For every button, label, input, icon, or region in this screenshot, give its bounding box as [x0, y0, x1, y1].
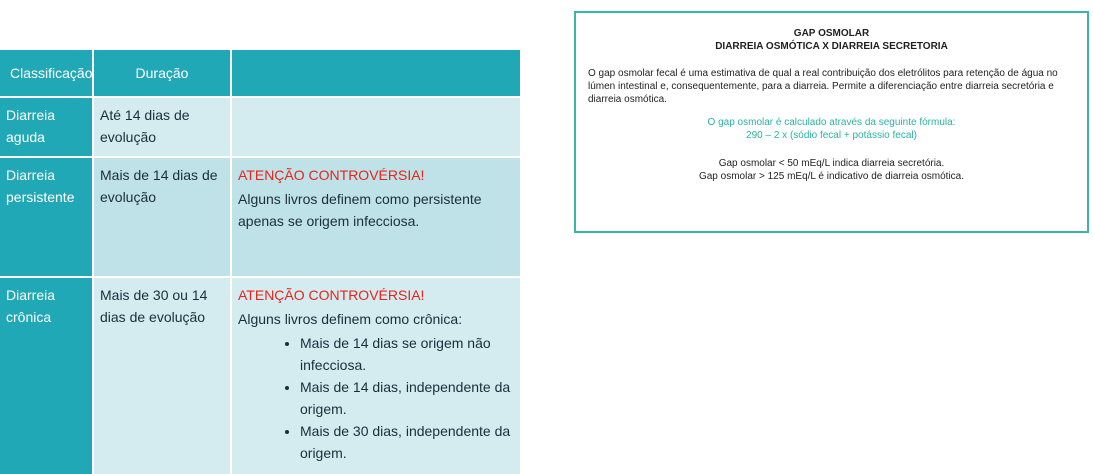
header-notes [232, 50, 520, 96]
notes-list [238, 332, 514, 464]
classification-cell [0, 98, 92, 156]
classification-label: Diarreia crônica [6, 287, 56, 325]
table-row [0, 158, 520, 276]
table-row [0, 278, 520, 474]
list-item: • Mais de 30 dias, independente da origem. [300, 420, 514, 464]
notes-text: Alguns livros definem como persistente apenas se origem infecciosa. [238, 191, 482, 229]
duration-label: Mais de 30 ou 14 dias de evolução [100, 287, 208, 325]
subtitle-line: DIARREIA OSMÓTICA X DIARREIA SECRETORIA [715, 41, 948, 52]
notes-cell [232, 278, 520, 474]
gap-description: O gap osmolar fecal é uma estimativa de qual a real contribuição dos eletrólitos para retenção de água no lúmen intestinal e, consequentemente, para a diarreia. Permite a diferenciação entre diarreia secretória e diarreia osmótica. [588, 68, 1058, 105]
classification-cell [0, 278, 92, 474]
gap-osmolar-slide [560, 0, 1094, 245]
header-label: Duração [135, 65, 189, 81]
gap-title [588, 27, 1075, 53]
gap-osmolar-box [574, 11, 1089, 233]
duration-label: Até 14 dias de evolução [100, 107, 190, 145]
diarrhea-classification-table [0, 50, 520, 474]
table-row [0, 98, 520, 156]
header-label: Classificação [10, 65, 93, 81]
controversy-alert: ATENÇÃO CONTROVÉRSIA! [238, 287, 425, 303]
list-item: • Mais de 14 dias, independente da origem. [300, 376, 514, 420]
classification-label: Diarreia aguda [6, 107, 56, 145]
formula-intro: O gap osmolar é calculado através da seguinte fórmula: [707, 117, 956, 128]
duration-cell [94, 158, 230, 276]
duration-cell [94, 98, 230, 156]
gap-interpretation [588, 157, 1075, 183]
formula-expression: 290 – 2 x (sódio fecal + potássio fecal) [746, 130, 917, 141]
header-classificacao [0, 50, 92, 96]
classification-label: Diarreia persistente [6, 167, 75, 205]
notes-text: Alguns livros definem como crônica: [238, 311, 463, 327]
duration-cell [94, 278, 230, 474]
header-duracao [94, 50, 230, 96]
notes-cell [232, 98, 520, 156]
gap-formula [588, 116, 1075, 142]
secretory-threshold: Gap osmolar < 50 mEq/L indica diarreia secretória. [718, 158, 945, 169]
osmotic-threshold: Gap osmolar > 125 mEq/L é indicativo de diarreia osmótica. [698, 171, 965, 182]
classification-cell [0, 158, 92, 276]
list-item: • Mais de 14 dias se origem não infecciosa. [300, 332, 514, 376]
duration-label: Mais de 14 dias de evolução [100, 167, 218, 205]
notes-cell [232, 158, 520, 276]
title-line: GAP OSMOLAR [793, 28, 870, 39]
controversy-alert: ATENÇÃO CONTROVÉRSIA! [238, 167, 425, 183]
